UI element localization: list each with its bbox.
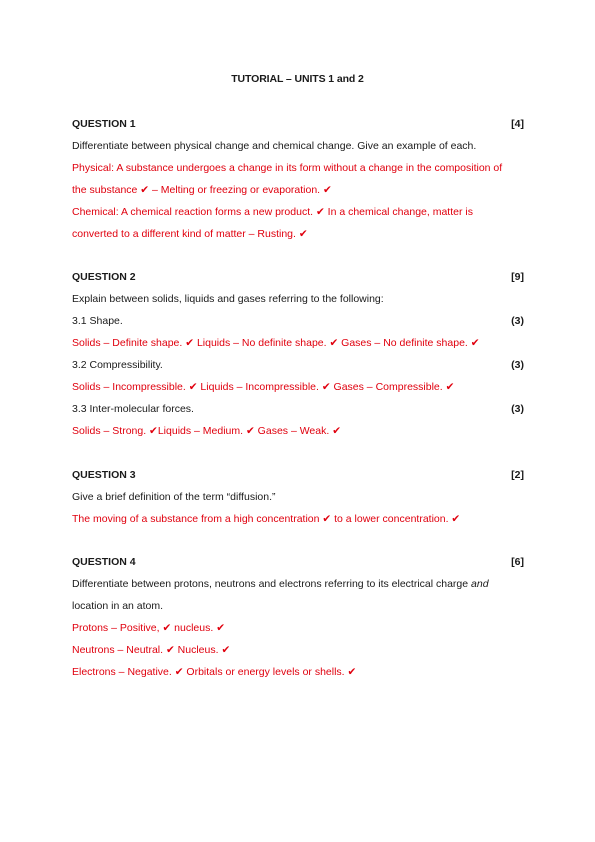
answer-text: converted to a different kind of matter – Rusting. ✔ <box>72 228 308 240</box>
answer-text: Electrons – Negative. ✔ Orbitals or energy levels or shells. ✔ <box>72 666 357 678</box>
question-text: Explain between solids, liquids and gases referring to the following: <box>72 293 384 305</box>
sub-question-marks: (3) <box>511 403 524 415</box>
question-heading: QUESTION 1 <box>72 118 136 130</box>
question-3-header <box>72 468 524 482</box>
question-text: location in an atom. <box>72 600 164 612</box>
sub-question-text: 3.3 Inter-molecular forces. <box>72 403 194 415</box>
question-marks: [2] <box>511 469 524 481</box>
question-text: Differentiate between physical change and chemical change. Give an example of each. <box>72 140 477 152</box>
question-4-header <box>72 555 524 569</box>
question-text-part: Differentiate between protons, neutrons and electrons referring to its electrical charge <box>72 578 472 590</box>
answer-text: Physical: A substance undergoes a change in its form without a change in the composition of <box>72 162 503 174</box>
question-marks: [4] <box>511 118 524 130</box>
question-heading: QUESTION 2 <box>72 271 136 283</box>
question-marks: [6] <box>511 556 524 568</box>
sub-question-text: 3.1 Shape. <box>72 315 123 327</box>
sub-question <box>72 314 524 328</box>
answer-text: Solids – Strong. ✔Liquids – Medium. ✔ Gases – Weak. ✔ <box>72 425 341 437</box>
answer-text: The moving of a substance from a high concentration ✔ to a lower concentration. ✔ <box>72 513 461 525</box>
answer-text: Neutrons – Neutral. ✔ Nucleus. ✔ <box>72 644 231 656</box>
question-2-header <box>72 270 524 284</box>
answer-text: Chemical: A chemical reaction forms a new product. ✔ In a chemical change, matter is <box>72 206 473 218</box>
sub-question <box>72 402 524 416</box>
sub-question <box>72 358 524 372</box>
question-marks: [9] <box>511 271 524 283</box>
question-heading: QUESTION 4 <box>72 556 136 568</box>
question-text: Give a brief definition of the term “diffusion.” <box>72 491 276 503</box>
page-title: TUTORIAL – UNITS 1 and 2 <box>231 73 364 85</box>
answer-text: Protons – Positive, ✔ nucleus. ✔ <box>72 622 225 634</box>
sub-question-marks: (3) <box>511 315 524 327</box>
question-text <box>72 577 524 591</box>
sub-question-text: 3.2 Compressibility. <box>72 359 163 371</box>
question-heading: QUESTION 3 <box>72 469 136 481</box>
question-emphasis: and <box>471 578 489 590</box>
answer-text: Solids – Definite shape. ✔ Liquids – No definite shape. ✔ Gases – No definite shape. ✔ <box>72 337 480 349</box>
sub-question-marks: (3) <box>511 359 524 371</box>
answer-text: Solids – Incompressible. ✔ Liquids – Incompressible. ✔ Gases – Compressible. ✔ <box>72 381 455 393</box>
answer-text: the substance ✔ – Melting or freezing or evaporation. ✔ <box>72 184 332 196</box>
question-1-header <box>72 117 524 131</box>
